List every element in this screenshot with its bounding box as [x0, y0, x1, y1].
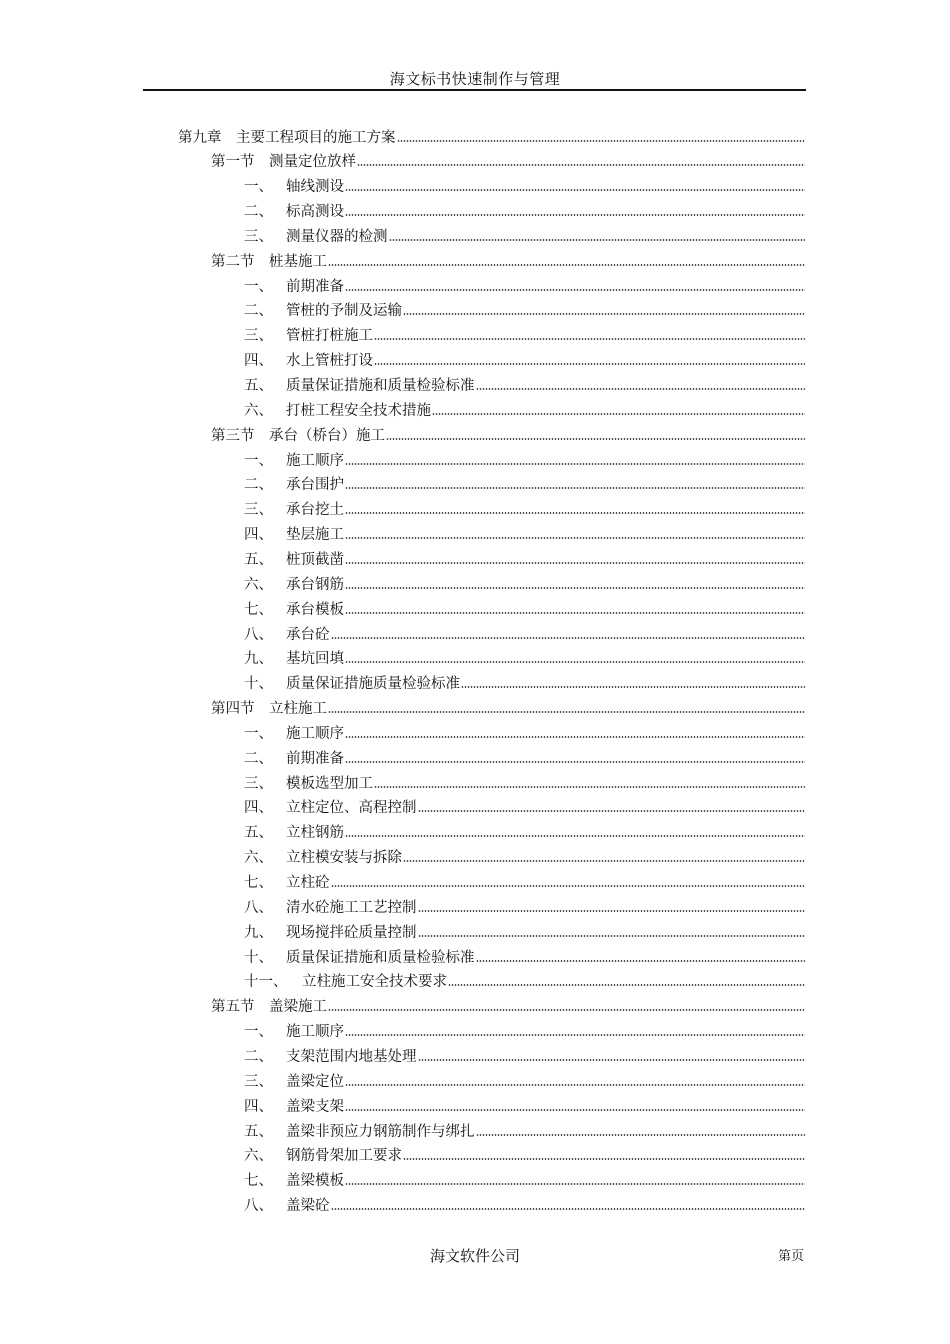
toc-entry-label: 质量保证措施和质量检验标准: [286, 378, 475, 394]
toc-entry-number: 三、: [244, 1073, 273, 1090]
toc-entry[interactable]: [244, 894, 805, 918]
toc-dot-leader: [476, 388, 806, 390]
toc-entry[interactable]: [244, 373, 805, 397]
toc-entry-number: 三、: [244, 502, 273, 519]
toc-dot-leader: [461, 686, 805, 688]
toc-entry-label: 承台围护: [286, 477, 344, 494]
toc-dot-leader: [331, 637, 806, 639]
toc-dot-leader: [345, 189, 805, 191]
toc-dot-leader: [432, 413, 805, 415]
toc-entry-label: 支架范围内地基处理: [286, 1048, 417, 1065]
toc-entry[interactable]: [244, 1168, 805, 1192]
toc-dot-leader: [418, 910, 806, 912]
toc-entry[interactable]: [244, 1093, 805, 1117]
toc-entry-number: 八、: [244, 899, 273, 916]
toc-entry[interactable]: [244, 1043, 805, 1067]
toc-entry[interactable]: [244, 646, 805, 670]
toc-dot-leader: [328, 1009, 805, 1011]
toc-entry-label: 标高测设: [286, 204, 344, 221]
toc-entry-number: 五、: [244, 1123, 273, 1140]
toc-entry[interactable]: [244, 1019, 805, 1043]
toc-entry-label: 桩顶截凿: [286, 551, 344, 568]
toc-entry[interactable]: [244, 199, 805, 223]
toc-dot-leader: [331, 885, 806, 887]
toc-entry[interactable]: [244, 323, 805, 347]
toc-dot-leader: [345, 463, 805, 465]
toc-entry-label: 盖梁定位: [286, 1073, 344, 1090]
toc-entry-label: 立柱钢筋: [286, 825, 344, 842]
toc-entry-label: 前期准备: [286, 278, 344, 295]
toc-entry[interactable]: [244, 1118, 805, 1142]
toc-dot-leader: [403, 1158, 805, 1160]
toc-entry-number: 二、: [244, 1048, 273, 1065]
toc-entry[interactable]: [244, 522, 805, 546]
toc-dot-leader: [374, 338, 805, 340]
toc-entry-number: 三、: [244, 775, 273, 792]
toc-entry-label: 垫层施工: [286, 527, 344, 544]
toc-entry-number: 一、: [244, 278, 273, 295]
toc-dot-leader: [345, 736, 805, 738]
toc-entry-label: 管桩的予制及运输: [286, 303, 402, 320]
toc-entry-label: 承台砼: [286, 626, 330, 643]
toc-dot-leader: [345, 537, 805, 539]
toc-dot-leader: [345, 487, 805, 489]
toc-entry-label: 承台模板: [286, 601, 344, 618]
toc-dot-leader: [345, 835, 805, 837]
toc-entry[interactable]: [244, 845, 805, 869]
toc-dot-leader: [328, 264, 805, 266]
toc-entry-label: 管桩打桩施工: [286, 328, 373, 345]
toc-entry-number: 一、: [244, 452, 273, 469]
toc-entry-number: 六、: [244, 402, 273, 419]
toc-entry-number: 二、: [244, 303, 273, 320]
toc-dot-leader: [345, 1084, 805, 1086]
toc-entry-number: 十、: [244, 949, 273, 966]
toc-dot-leader: [357, 164, 805, 166]
toc-entry-number: 五、: [244, 825, 273, 842]
toc-dot-leader: [345, 1034, 805, 1036]
toc-dot-leader: [397, 140, 806, 142]
toc-entry[interactable]: [244, 298, 805, 322]
toc-entry-label: 承台挖土: [286, 502, 344, 519]
toc-entry-label: 水上管桩打设: [286, 353, 373, 370]
toc-entry-number: 九、: [244, 924, 273, 941]
toc-entry-number: 二、: [244, 750, 273, 767]
toc-entry-label: 施工顺序: [286, 1024, 344, 1041]
toc-entry-label: 立柱砼: [286, 875, 330, 891]
toc-entry-number: 六、: [244, 850, 273, 867]
toc-entry-label: 立柱模安装与拆除: [286, 850, 402, 867]
footer-company: 海文软件公司: [429, 1247, 520, 1265]
toc-dot-leader: [476, 1134, 806, 1136]
toc-dot-leader: [418, 935, 806, 937]
toc-entry-number: 五、: [244, 551, 273, 568]
toc-entry-label: 立柱施工: [269, 701, 327, 718]
toc-entry-number: 十一、: [244, 974, 288, 991]
toc-entry-label: 桩基施工: [269, 253, 327, 270]
toc-entry[interactable]: [178, 124, 805, 148]
toc-entry-label: 施工顺序: [286, 452, 344, 469]
toc-entry-number: 第三节: [211, 427, 255, 444]
toc-entry-number: 第一节: [211, 154, 255, 171]
toc-entry[interactable]: [244, 745, 805, 769]
toc-dot-leader: [476, 960, 806, 962]
toc-dot-leader: [345, 562, 805, 564]
toc-dot-leader: [345, 661, 805, 663]
toc-entry-label: 盖梁非预应力钢筋制作与绑扎: [286, 1123, 475, 1140]
toc-entry-number: 四、: [244, 800, 273, 817]
toc-dot-leader: [345, 214, 805, 216]
toc-entry[interactable]: [244, 944, 805, 968]
toc-entry-number: 第九章: [178, 129, 222, 146]
toc-entry-number: 第四节: [211, 701, 255, 718]
toc-entry[interactable]: [244, 273, 805, 297]
footer-page-label: 第页: [778, 1249, 805, 1264]
toc-entry-number: 十、: [244, 676, 273, 693]
toc-entry-label: 承台钢筋: [286, 576, 344, 593]
toc-entry-label: 质量保证措施和质量检验标准: [286, 949, 475, 966]
header-rule: [143, 89, 806, 91]
toc-entry-label: 盖梁模板: [286, 1173, 344, 1190]
toc-dot-leader: [418, 1059, 806, 1061]
toc-entry-number: 五、: [244, 378, 273, 394]
toc-entry-label: 基坑回填: [286, 651, 344, 668]
toc-dot-leader: [389, 239, 806, 241]
toc-entry-number: 四、: [244, 1098, 273, 1115]
toc-entry-number: 六、: [244, 1148, 273, 1165]
toc-entry-label: 盖梁支架: [286, 1098, 344, 1115]
toc-entry-label: 轴线测设: [286, 179, 344, 196]
toc-entry[interactable]: [244, 497, 805, 521]
toc-entry[interactable]: [244, 671, 805, 695]
toc-dot-leader: [345, 761, 805, 763]
toc-entry[interactable]: [244, 621, 805, 645]
toc-entry[interactable]: [211, 422, 805, 446]
toc-entry-number: 七、: [244, 875, 273, 891]
toc-entry-number: 四、: [244, 527, 273, 544]
toc-entry-label: 测量仪器的检测: [286, 228, 388, 245]
toc-entry[interactable]: [211, 696, 805, 720]
toc-entry-number: 二、: [244, 204, 273, 221]
toc-entry-label: 钢筋骨架加工要求: [286, 1148, 402, 1165]
toc-dot-leader: [386, 438, 805, 440]
toc-entry-label: 盖梁砼: [286, 1198, 330, 1215]
toc-entry[interactable]: [244, 174, 805, 198]
toc-dot-leader: [374, 363, 805, 365]
toc-dot-leader: [403, 313, 805, 315]
toc-dot-leader: [331, 1208, 806, 1210]
toc-entry[interactable]: [244, 447, 805, 471]
toc-entry-label: 立柱施工安全技术要求: [302, 974, 447, 991]
toc-entry-number: 一、: [244, 1024, 273, 1041]
toc-entry-label: 施工顺序: [286, 725, 344, 742]
header-title: 海文标书快速制作与管理: [389, 70, 561, 88]
toc-entry-label: 前期准备: [286, 750, 344, 767]
toc-entry[interactable]: [244, 348, 805, 372]
toc-dot-leader: [374, 786, 805, 788]
toc-entry-label: 立柱定位、高程控制: [286, 800, 417, 817]
toc-entry-number: 九、: [244, 651, 273, 668]
toc-entry[interactable]: [244, 720, 805, 744]
toc-dot-leader: [345, 587, 805, 589]
toc-entry[interactable]: [244, 546, 805, 570]
toc-dot-leader: [418, 810, 806, 812]
toc-dot-leader: [345, 1109, 805, 1111]
toc-dot-leader: [345, 612, 805, 614]
toc-dot-leader: [328, 711, 805, 713]
toc-entry-number: 一、: [244, 179, 273, 196]
toc-entry-number: 三、: [244, 228, 273, 245]
toc-entry-number: 四、: [244, 353, 273, 370]
toc-entry-number: 一、: [244, 725, 273, 742]
toc-entry[interactable]: [211, 248, 805, 272]
toc-dot-leader: [345, 1183, 805, 1185]
toc-dot-leader: [448, 984, 805, 986]
toc-entry-label: 承台（桥台）施工: [269, 427, 385, 444]
toc-entry[interactable]: [244, 472, 805, 496]
toc-entry[interactable]: [244, 571, 805, 595]
toc-entry[interactable]: [244, 1193, 805, 1217]
toc-entry[interactable]: [244, 969, 805, 993]
toc-entry-label: 主要工程项目的施工方案: [236, 129, 396, 146]
toc-entry-number: 八、: [244, 626, 273, 643]
toc-dot-leader: [403, 860, 805, 862]
toc-entry[interactable]: [244, 820, 805, 844]
toc-entry[interactable]: [244, 223, 805, 247]
toc-entry-number: 三、: [244, 328, 273, 345]
toc-entry-label: 模板选型加工: [286, 775, 373, 792]
toc-entry-number: 七、: [244, 1173, 273, 1190]
toc-entry[interactable]: [211, 994, 805, 1018]
toc-dot-leader: [345, 289, 805, 291]
toc-entry-number: 六、: [244, 576, 273, 593]
toc-entry[interactable]: [244, 1068, 805, 1092]
toc-entry[interactable]: [244, 870, 805, 894]
toc-entry[interactable]: [244, 795, 805, 819]
toc-entry-number: 第五节: [211, 999, 255, 1016]
toc-entry-number: 二、: [244, 477, 273, 494]
toc-entry-number: 七、: [244, 601, 273, 618]
toc-entry[interactable]: [244, 397, 805, 421]
toc-entry[interactable]: [244, 1143, 805, 1167]
toc-entry-number: 八、: [244, 1198, 273, 1215]
toc-entry-label: 清水砼施工工艺控制: [286, 899, 417, 916]
toc-entry[interactable]: [244, 596, 805, 620]
toc-dot-leader: [345, 512, 805, 514]
toc-entry[interactable]: [211, 149, 805, 173]
toc-entry-label: 质量保证措施质量检验标准: [286, 676, 460, 693]
toc-entry-label: 现场搅拌砼质量控制: [286, 924, 417, 941]
toc-entry[interactable]: [244, 770, 805, 794]
toc-entry-number: 第二节: [211, 253, 255, 270]
toc-entry-label: 盖梁施工: [269, 999, 327, 1016]
toc-entry-label: 打桩工程安全技术措施: [286, 402, 431, 419]
toc-entry-label: 测量定位放样: [269, 154, 356, 171]
toc-entry[interactable]: [244, 919, 805, 943]
